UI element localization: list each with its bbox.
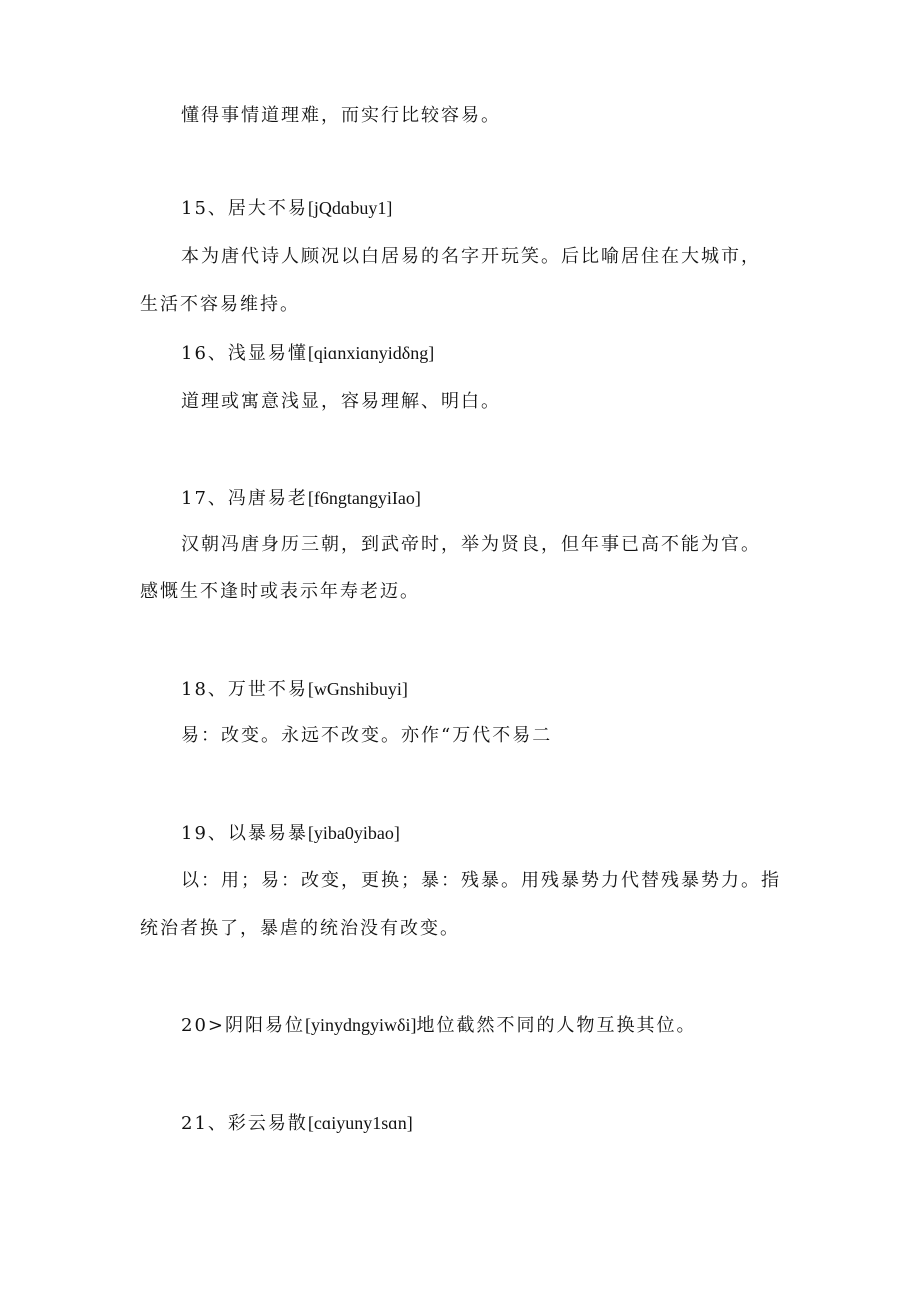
entry-inline-definition: 地位截然不同的人物互换其位。 — [416, 1015, 697, 1036]
entry-pinyin: [qiɑnxiɑnyidδng] — [307, 343, 435, 363]
entry-heading — [181, 677, 408, 702]
continuation-text: 懂得事情道理难，而实行比较容易。 — [181, 105, 501, 126]
entry-title: 17、冯唐易老 — [181, 488, 308, 509]
entry-definition-line: 以：用；易：改变，更换；暴：残暴。用残暴势力代替残暴势力。指 — [181, 870, 781, 891]
entry-title: 19、以暴易暴 — [181, 823, 308, 844]
entry-pinyin: [yinydngyiwδi] — [305, 1015, 417, 1035]
entry-heading — [181, 341, 434, 366]
entry-heading — [181, 821, 400, 846]
entry-pinyin: [cɑiyuny1sɑn] — [307, 1113, 413, 1133]
entry-heading — [181, 196, 392, 221]
entry-definition-line: 道理或寓意浅显，容易理解、明白。 — [181, 391, 501, 412]
entry-definition-line: 易：改变。永远不改变。亦作“万代不易二 — [181, 725, 553, 746]
entry-title: 16、浅显易懂 — [181, 343, 308, 364]
entry-definition-line: 生活不容易维持。 — [140, 294, 300, 315]
entry-title: 18、万世不易 — [181, 679, 308, 700]
entry-heading — [181, 486, 421, 511]
entry-definition-line: 汉朝冯唐身历三朝，到武帝时，举为贤良，但年事已高不能为官。 — [181, 534, 761, 555]
entry-title: 21、彩云易散 — [181, 1113, 308, 1134]
entry-definition-line: 统治者换了，暴虐的统治没有改变。 — [140, 918, 460, 939]
entry-heading — [181, 1111, 413, 1136]
entry-definition-line: 感慨生不逢时或表示年寿老迈。 — [140, 581, 420, 602]
entry-title: 15、居大不易 — [181, 198, 308, 219]
entry-title: 20>阴阳易位 — [181, 1015, 305, 1036]
entry-heading — [181, 1013, 696, 1038]
entry-pinyin: [f6ngtangyiIao] — [307, 488, 421, 508]
entry-pinyin: [jQdɑbuy1] — [307, 198, 393, 218]
entry-pinyin: [yiba0yibao] — [307, 823, 400, 843]
entry-definition-line: 本为唐代诗人顾况以白居易的名字开玩笑。后比喻居住在大城市， — [181, 246, 761, 267]
entry-pinyin: [wGnshibuyi] — [307, 679, 408, 699]
